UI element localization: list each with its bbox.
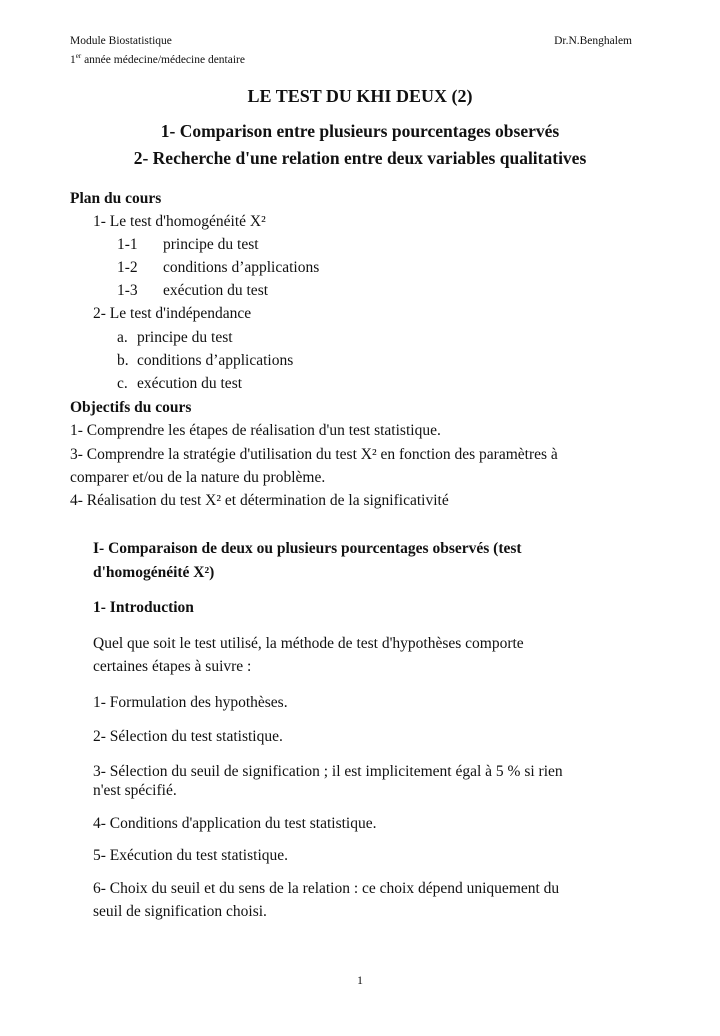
plan-sub-text: conditions d’applications: [137, 352, 294, 369]
plan-sub-text: principe du test: [137, 329, 233, 346]
header-year-text: année médecine/médecine dentaire: [81, 53, 245, 66]
plan-sub-item: [117, 235, 259, 255]
step-3: 3- Sélection du seuil de signification ; il est implicitement égal à 5 % si rien: [93, 763, 563, 780]
plan-sub-item: [117, 328, 233, 348]
plan-sub-num: 1-1: [117, 236, 138, 253]
objectif-3-cont: comparer et/ou de la nature du problème.: [70, 469, 326, 486]
header-year-sup: er: [75, 52, 82, 60]
plan-sub-item: [117, 258, 319, 278]
plan-sub-item: [117, 281, 268, 301]
section-heading: I- Comparaison de deux ou plusieurs pourcentages observés (test: [93, 540, 522, 557]
plan-sub-text: exécution du test: [163, 282, 269, 299]
step-5: 5- Exécution du test statistique.: [93, 847, 289, 864]
plan-sub-num: 1-3: [117, 282, 138, 299]
step-2: 2- Sélection du test statistique.: [93, 728, 283, 745]
step-6: 6- Choix du seuil et du sens de la relation : ce choix dépend uniquement du: [93, 880, 560, 897]
subtitle-2: 2- Recherche d'une relation entre deux variables qualitatives: [133, 148, 587, 168]
intro-heading: 1- Introduction: [93, 599, 194, 616]
objectif-3: 3- Comprendre la stratégie d'utilisation du test X² en fonction des paramètres à: [70, 446, 558, 463]
step-3-cont: n'est spécifié.: [93, 782, 177, 799]
header-year: [70, 49, 245, 67]
page-number: 1: [357, 973, 363, 987]
header-year-num: 1: [70, 53, 76, 66]
plan-sub-item: [117, 351, 293, 371]
intro-text-cont: certaines étapes à suivre :: [93, 658, 252, 675]
step-1: 1- Formulation des hypothèses.: [93, 694, 288, 711]
page-title: LE TEST DU KHI DEUX (2): [247, 86, 473, 106]
subtitle-1: 1- Comparison entre plusieurs pourcentages observés: [160, 121, 560, 141]
intro-text: Quel que soit le test utilisé, la méthode de test d'hypothèses comporte: [93, 635, 524, 652]
objectif-1: 1- Comprendre les étapes de réalisation d'un test statistique.: [70, 422, 441, 439]
step-4: 4- Conditions d'application du test statistique.: [93, 815, 377, 832]
header-module: Module Biostatistique: [70, 35, 172, 47]
plan-item-2: 2- Le test d'indépendance: [93, 305, 252, 322]
plan-sub-num: 1-2: [117, 259, 138, 276]
plan-item-1: 1- Le test d'homogénéité X²: [93, 213, 266, 230]
plan-sub-letter: a.: [117, 329, 128, 346]
plan-sub-item: [117, 374, 242, 394]
header-author: Dr.N.Benghalem: [554, 35, 632, 47]
plan-heading: Plan du cours: [70, 190, 162, 207]
plan-sub-text: exécution du test: [137, 375, 243, 392]
section-heading-cont: d'homogénéité X²): [93, 564, 215, 581]
plan-sub-letter: c.: [117, 375, 128, 392]
plan-sub-text: conditions d’applications: [163, 259, 320, 276]
objectifs-heading: Objectifs du cours: [70, 399, 192, 416]
plan-sub-letter: b.: [117, 352, 129, 369]
plan-sub-text: principe du test: [163, 236, 259, 253]
objectif-4: 4- Réalisation du test X² et détermination de la significativité: [70, 492, 449, 509]
step-6-cont: seuil de signification choisi.: [93, 903, 267, 920]
